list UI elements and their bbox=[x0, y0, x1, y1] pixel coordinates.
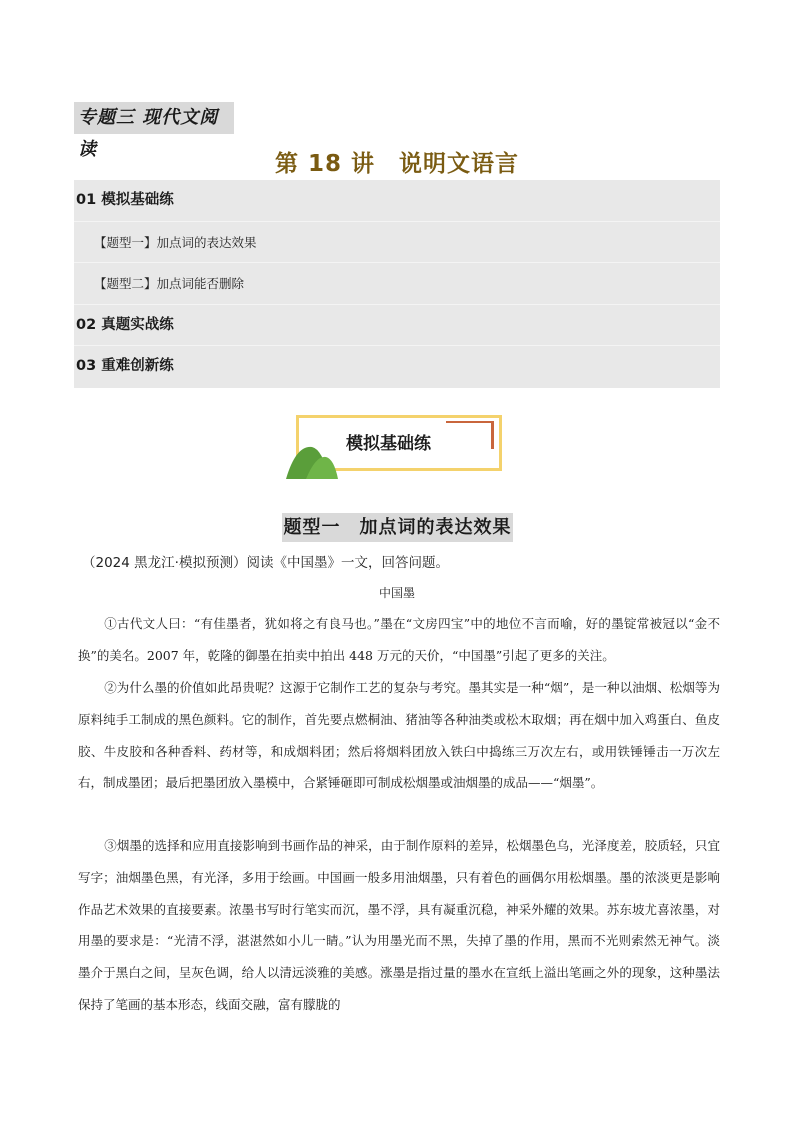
passage-paragraph-2: ②为什么墨的价值如此昂贵呢？这源于它制作工艺的复杂与考究。墨其实是一种“烟”，是一种以油烟、松烟等为原料纯手工制成的黑色颜料。它的制作，首先要点燃桐油、猪油等各种油类或松木取烟；再在烟中加入鸡蛋白、鱼皮胶、牛皮胶和各种香料、药材等，和成烟料团；然后将烟料团放入铁臼中捣练三万次左右，或用铁锤锤击一万次左右，制成墨团；最后把墨团放入墨模中，合紧锤砸即可制成松烟墨或油烟墨的成品——“烟墨”。 bbox=[78, 680, 720, 791]
toc-item-real-exam[interactable]: 02 真题实战练 bbox=[74, 305, 720, 347]
lecture-title: 第 18 讲 说明文语言 bbox=[274, 151, 520, 177]
banner-label: 模拟基础练 bbox=[346, 434, 431, 454]
toc-item-type-two[interactable]: 【题型二】加点词能否删除 bbox=[74, 263, 720, 305]
toc-item-difficult-innovation[interactable]: 03 重难创新练 bbox=[76, 358, 174, 374]
section-banner bbox=[286, 413, 506, 478]
question-source: （2024 黑龙江·模拟预测）阅读《中国墨》一文，回答问题。 bbox=[82, 555, 449, 571]
topic-tag: 专题三 现代文阅读 bbox=[74, 102, 234, 134]
passage-title: 中国墨 bbox=[378, 586, 415, 600]
section-title: 题型一 加点词的表达效果 bbox=[282, 513, 513, 542]
passage-paragraph-3: ③烟墨的选择和应用直接影响到书画作品的神采，由于制作原料的差异，松烟墨色乌，光泽度差，胶质轻，只宜写字；油烟墨色黑，有光泽，多用于绘画。中国画一般多用油烟墨，只有着色的画偶尔用松烟墨。墨的浓淡更是影响作品艺术效果的直接要素。浓墨书写时行笔实而沉，墨不浮，具有凝重沉稳，神采外耀的效果。苏东坡尤喜浓墨，对用墨的要求是：“光清不浮，湛湛然如小儿一睛。”认为用墨光而不黑，失掉了墨的作用，黑而不光则索然无神气。淡墨介于黑白之间，呈灰色调，给人以清远淡雅的美感。涨墨是指过量的墨水在宣纸上溢出笔画之外的现象，这种墨法保持了笔画的基本形态，线面交融，富有朦胧的 bbox=[78, 838, 720, 1012]
hills-icon bbox=[286, 437, 338, 479]
toc-item-simulation-basic[interactable]: 01 模拟基础练 bbox=[74, 180, 720, 222]
passage-paragraph-1: ①古代文人曰：“有佳墨者，犹如将之有良马也。”墨在“文房四宝”中的地位不言而喻，好的墨锭常被冠以“金不换”的美名。2007 年，乾隆的御墨在拍卖中拍出 448 万元的天价，“中国墨”引起了更多的关注。 bbox=[78, 616, 720, 663]
table-of-contents bbox=[74, 180, 720, 388]
banner-accent-line-vertical bbox=[491, 421, 494, 449]
toc-item-type-one[interactable]: 【题型一】加点词的表达效果 bbox=[74, 222, 720, 264]
banner-accent-line bbox=[446, 421, 492, 423]
